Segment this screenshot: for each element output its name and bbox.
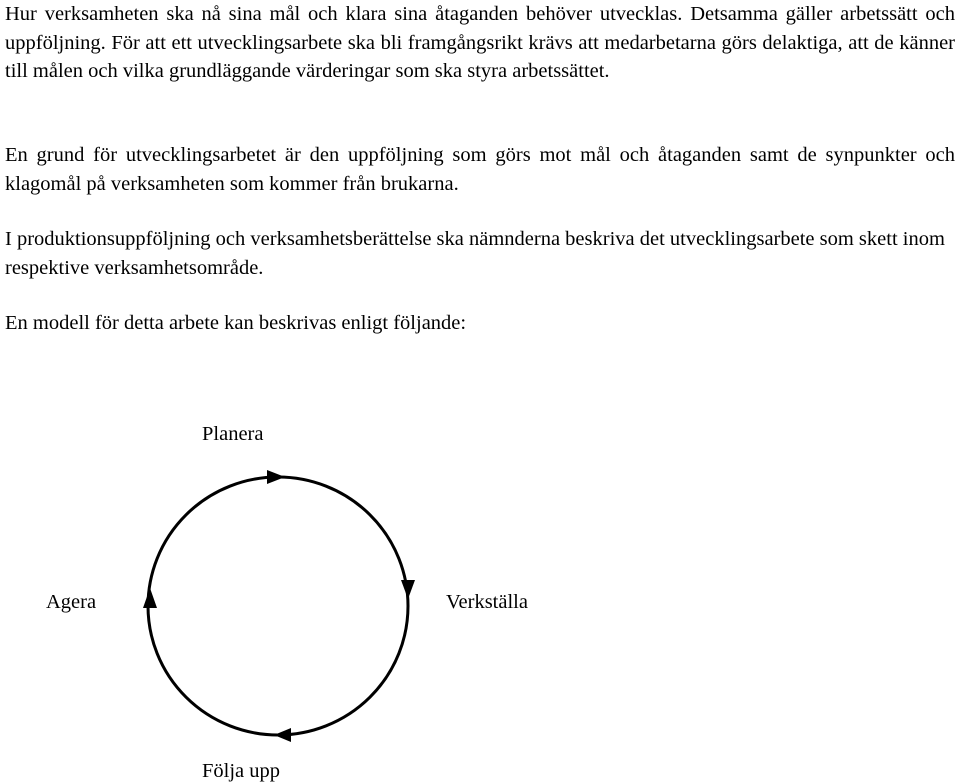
arrow-to-agera-icon <box>143 588 157 608</box>
cycle-circle <box>148 477 408 735</box>
pdca-cycle-diagram <box>0 400 960 783</box>
label-agera: Agera <box>46 591 97 613</box>
model-intro-paragraph: En modell för detta arbete kan beskrivas enligt följande: <box>5 312 467 334</box>
label-folja-upp: Följa upp <box>202 760 281 782</box>
intro-paragraph: Hur verksamheten ska nå sina mål och klara sina åtaganden behöver utvecklas. Detsamma gäller arbetssätt och uppföljning. För att ett utvecklingsarbete ska bli framgångsrikt krävs att medarbetarna görs delaktiga, att de känner till målen och vilka grundläggande värderingar som ska styra arbetssättet. <box>5 3 955 82</box>
label-verkstalla: Verkställa <box>446 591 528 613</box>
arrow-to-planera-icon <box>267 470 285 484</box>
arrow-to-verkstalla-icon <box>401 580 415 599</box>
label-planera: Planera <box>202 423 264 445</box>
foundation-paragraph: En grund för utvecklingsarbetet är den uppföljning som görs mot mål och åtaganden samt de synpunkter och klagomål på verksamheten som kommer från brukarna. <box>5 144 955 195</box>
reporting-paragraph: I produktionsuppföljning och verksamhetsberättelse ska nämnderna beskriva det utvecklingsarbete som skett inom respektive verksamhetsområde. <box>5 228 945 279</box>
arrow-to-folja-upp-icon <box>274 728 291 742</box>
